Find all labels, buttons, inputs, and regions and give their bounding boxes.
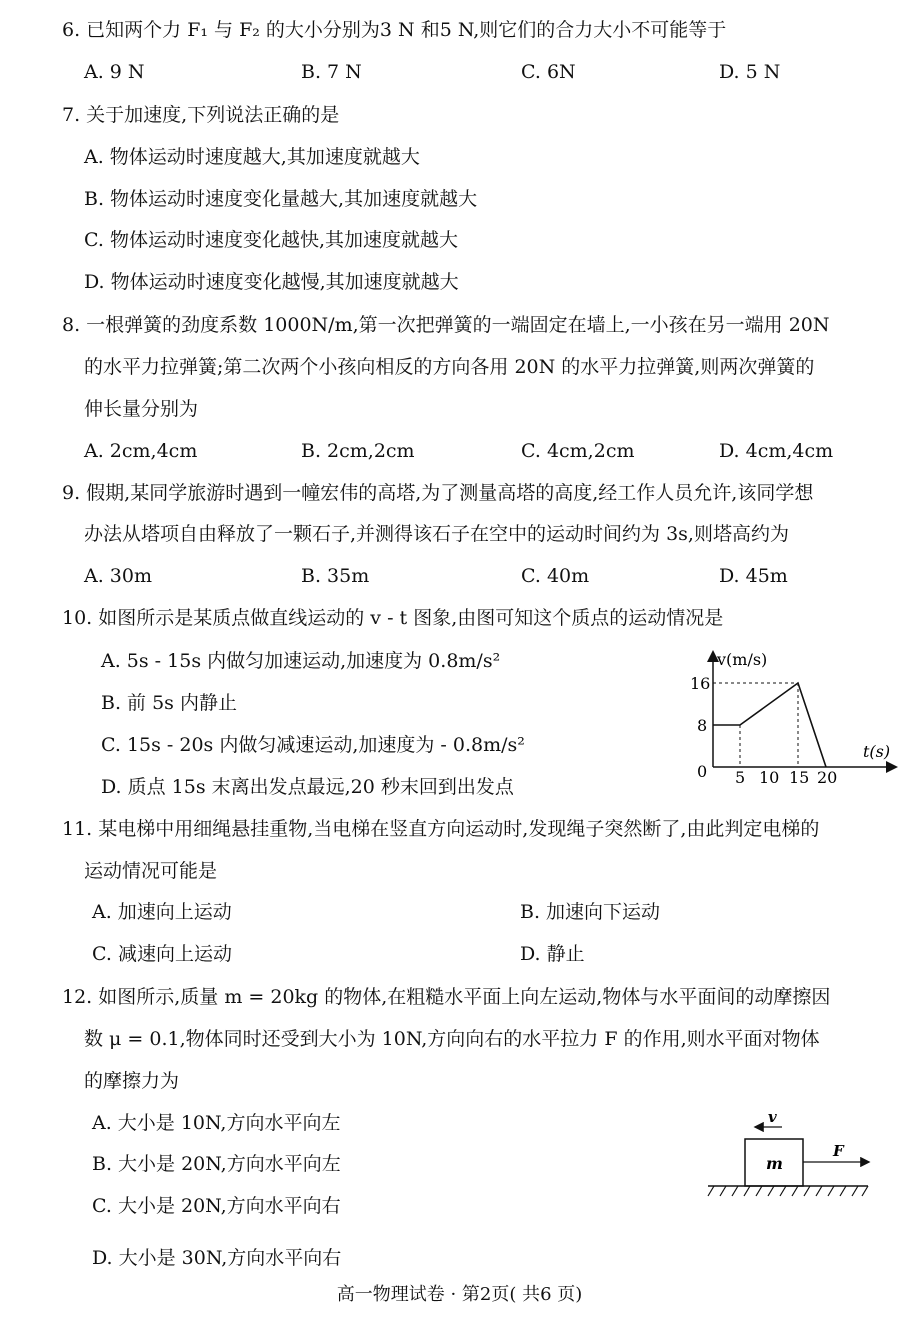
question-8-stem-line-2: 的水平力拉弹簧;第二次两个小孩向相反的方向各用 20N 的水平力拉弹簧,则两次弹簧的 xyxy=(84,356,815,378)
question-12-option-b: B. 大小是 20N,方向水平向左 xyxy=(92,1153,341,1175)
question-9-stem-line-1: 9. 假期,某同学旅游时遇到一幢宏伟的高塔,为了测量高塔的高度,经工作人员允许,该同学想 xyxy=(62,482,814,504)
question-12-option-c: C. 大小是 20N,方向水平向右 xyxy=(92,1195,341,1217)
question-8-stem-line-1: 8. 一根弹簧的劲度系数 1000N/m,第一次把弹簧的一端固定在墙上,一小孩在另一端用 20N xyxy=(62,314,830,336)
question-8-option-d: D. 4cm,4cm xyxy=(719,440,834,462)
question-11-option-c: C. 减速向上运动 xyxy=(92,943,232,965)
question-7-stem: 7. 关于加速度,下列说法正确的是 xyxy=(62,104,340,126)
question-6-option-b: B. 7 N xyxy=(301,61,362,83)
graph-y-tick-8: 8 xyxy=(697,716,708,735)
question-6-option-d: D. 5 N xyxy=(719,61,781,83)
graph-x-tick-20: 20 xyxy=(817,768,838,787)
question-12-option-d: D. 大小是 30N,方向水平向右 xyxy=(92,1247,342,1269)
graph-y-axis-label: v(m/s) xyxy=(717,650,768,669)
graph-origin-label: 0 xyxy=(697,762,708,781)
question-11-option-d: D. 静止 xyxy=(520,943,585,965)
force-label: F xyxy=(833,1142,844,1160)
question-9-stem-line-2: 办法从塔项自由释放了一颗石子,并测得该石子在空中的运动时间约为 3s,则塔高约为 xyxy=(84,523,789,545)
question-10-option-a: A. 5s - 15s 内做匀加速运动,加速度为 0.8m/s² xyxy=(101,650,501,672)
question-10-stem: 10. 如图所示是某质点做直线运动的 v - t 图象,由图可知这个质点的运动情况是 xyxy=(62,607,724,629)
question-8-option-a: A. 2cm,4cm xyxy=(84,440,198,462)
mass-label: m xyxy=(766,1154,783,1173)
graph-x-axis-label: t(s) xyxy=(863,742,891,761)
question-12-stem-line-1: 12. 如图所示,质量 m = 20kg 的物体,在粗糙水平面上向左运动,物体与水平面间的动摩擦因 xyxy=(62,986,831,1008)
question-12-stem-line-2: 数 μ = 0.1,物体同时还受到大小为 10N,方向向右的水平拉力 F 的作用,则水平面对物体 xyxy=(84,1028,820,1050)
question-6-option-c: C. 6N xyxy=(521,61,576,83)
page-footer: 高一物理试卷 · 第2页( 共6 页) xyxy=(336,1284,583,1305)
question-9-option-a: A. 30m xyxy=(84,565,152,587)
question-10-option-d: D. 质点 15s 末离出发点最远,20 秒末回到出发点 xyxy=(101,776,514,798)
question-12-stem-line-3: 的摩擦力为 xyxy=(84,1070,180,1092)
question-10-option-c: C. 15s - 20s 内做匀减速运动,加速度为 - 0.8m/s² xyxy=(101,734,525,756)
question-7-option-d: D. 物体运动时速度变化越慢,其加速度就越大 xyxy=(84,271,459,293)
question-6-option-a: A. 9 N xyxy=(84,61,145,83)
velocity-curve xyxy=(713,683,826,767)
question-7-option-c: C. 物体运动时速度变化越快,其加速度就越大 xyxy=(84,229,458,251)
question-6-stem: 6. 已知两个力 F₁ 与 F₂ 的大小分别为3 N 和5 N,则它们的合力大小不可能等于 xyxy=(62,19,727,41)
question-7-option-a: A. 物体运动时速度越大,其加速度就越大 xyxy=(84,146,420,168)
graph-x-tick-5: 5 xyxy=(735,768,746,787)
question-11-option-b: B. 加速向下运动 xyxy=(520,901,661,923)
velocity-time-graph xyxy=(690,645,905,790)
question-11-stem-line-1: 11. 某电梯中用细绳悬挂重物,当电梯在竖直方向运动时,发现绳子突然断了,由此判定电梯的 xyxy=(62,818,820,840)
question-8-option-c: C. 4cm,2cm xyxy=(521,440,635,462)
question-10-option-b: B. 前 5s 内静止 xyxy=(101,692,237,714)
question-9-option-b: B. 35m xyxy=(301,565,370,587)
question-9-option-c: C. 40m xyxy=(521,565,590,587)
graph-x-tick-15: 15 xyxy=(789,768,810,787)
question-12-option-a: A. 大小是 10N,方向水平向左 xyxy=(92,1112,341,1134)
ground-hatching xyxy=(708,1186,868,1196)
block-force-diagram xyxy=(700,1105,880,1205)
question-9-option-d: D. 45m xyxy=(719,565,788,587)
question-11-option-a: A. 加速向上运动 xyxy=(92,901,232,923)
graph-x-tick-10: 10 xyxy=(759,768,780,787)
question-11-stem-line-2: 运动情况可能是 xyxy=(84,860,218,882)
velocity-label: v xyxy=(768,1108,777,1126)
graph-y-tick-16: 16 xyxy=(690,674,711,693)
question-7-option-b: B. 物体运动时速度变化量越大,其加速度就越大 xyxy=(84,188,478,210)
question-8-stem-line-3: 伸长量分别为 xyxy=(84,398,199,420)
question-8-option-b: B. 2cm,2cm xyxy=(301,440,415,462)
